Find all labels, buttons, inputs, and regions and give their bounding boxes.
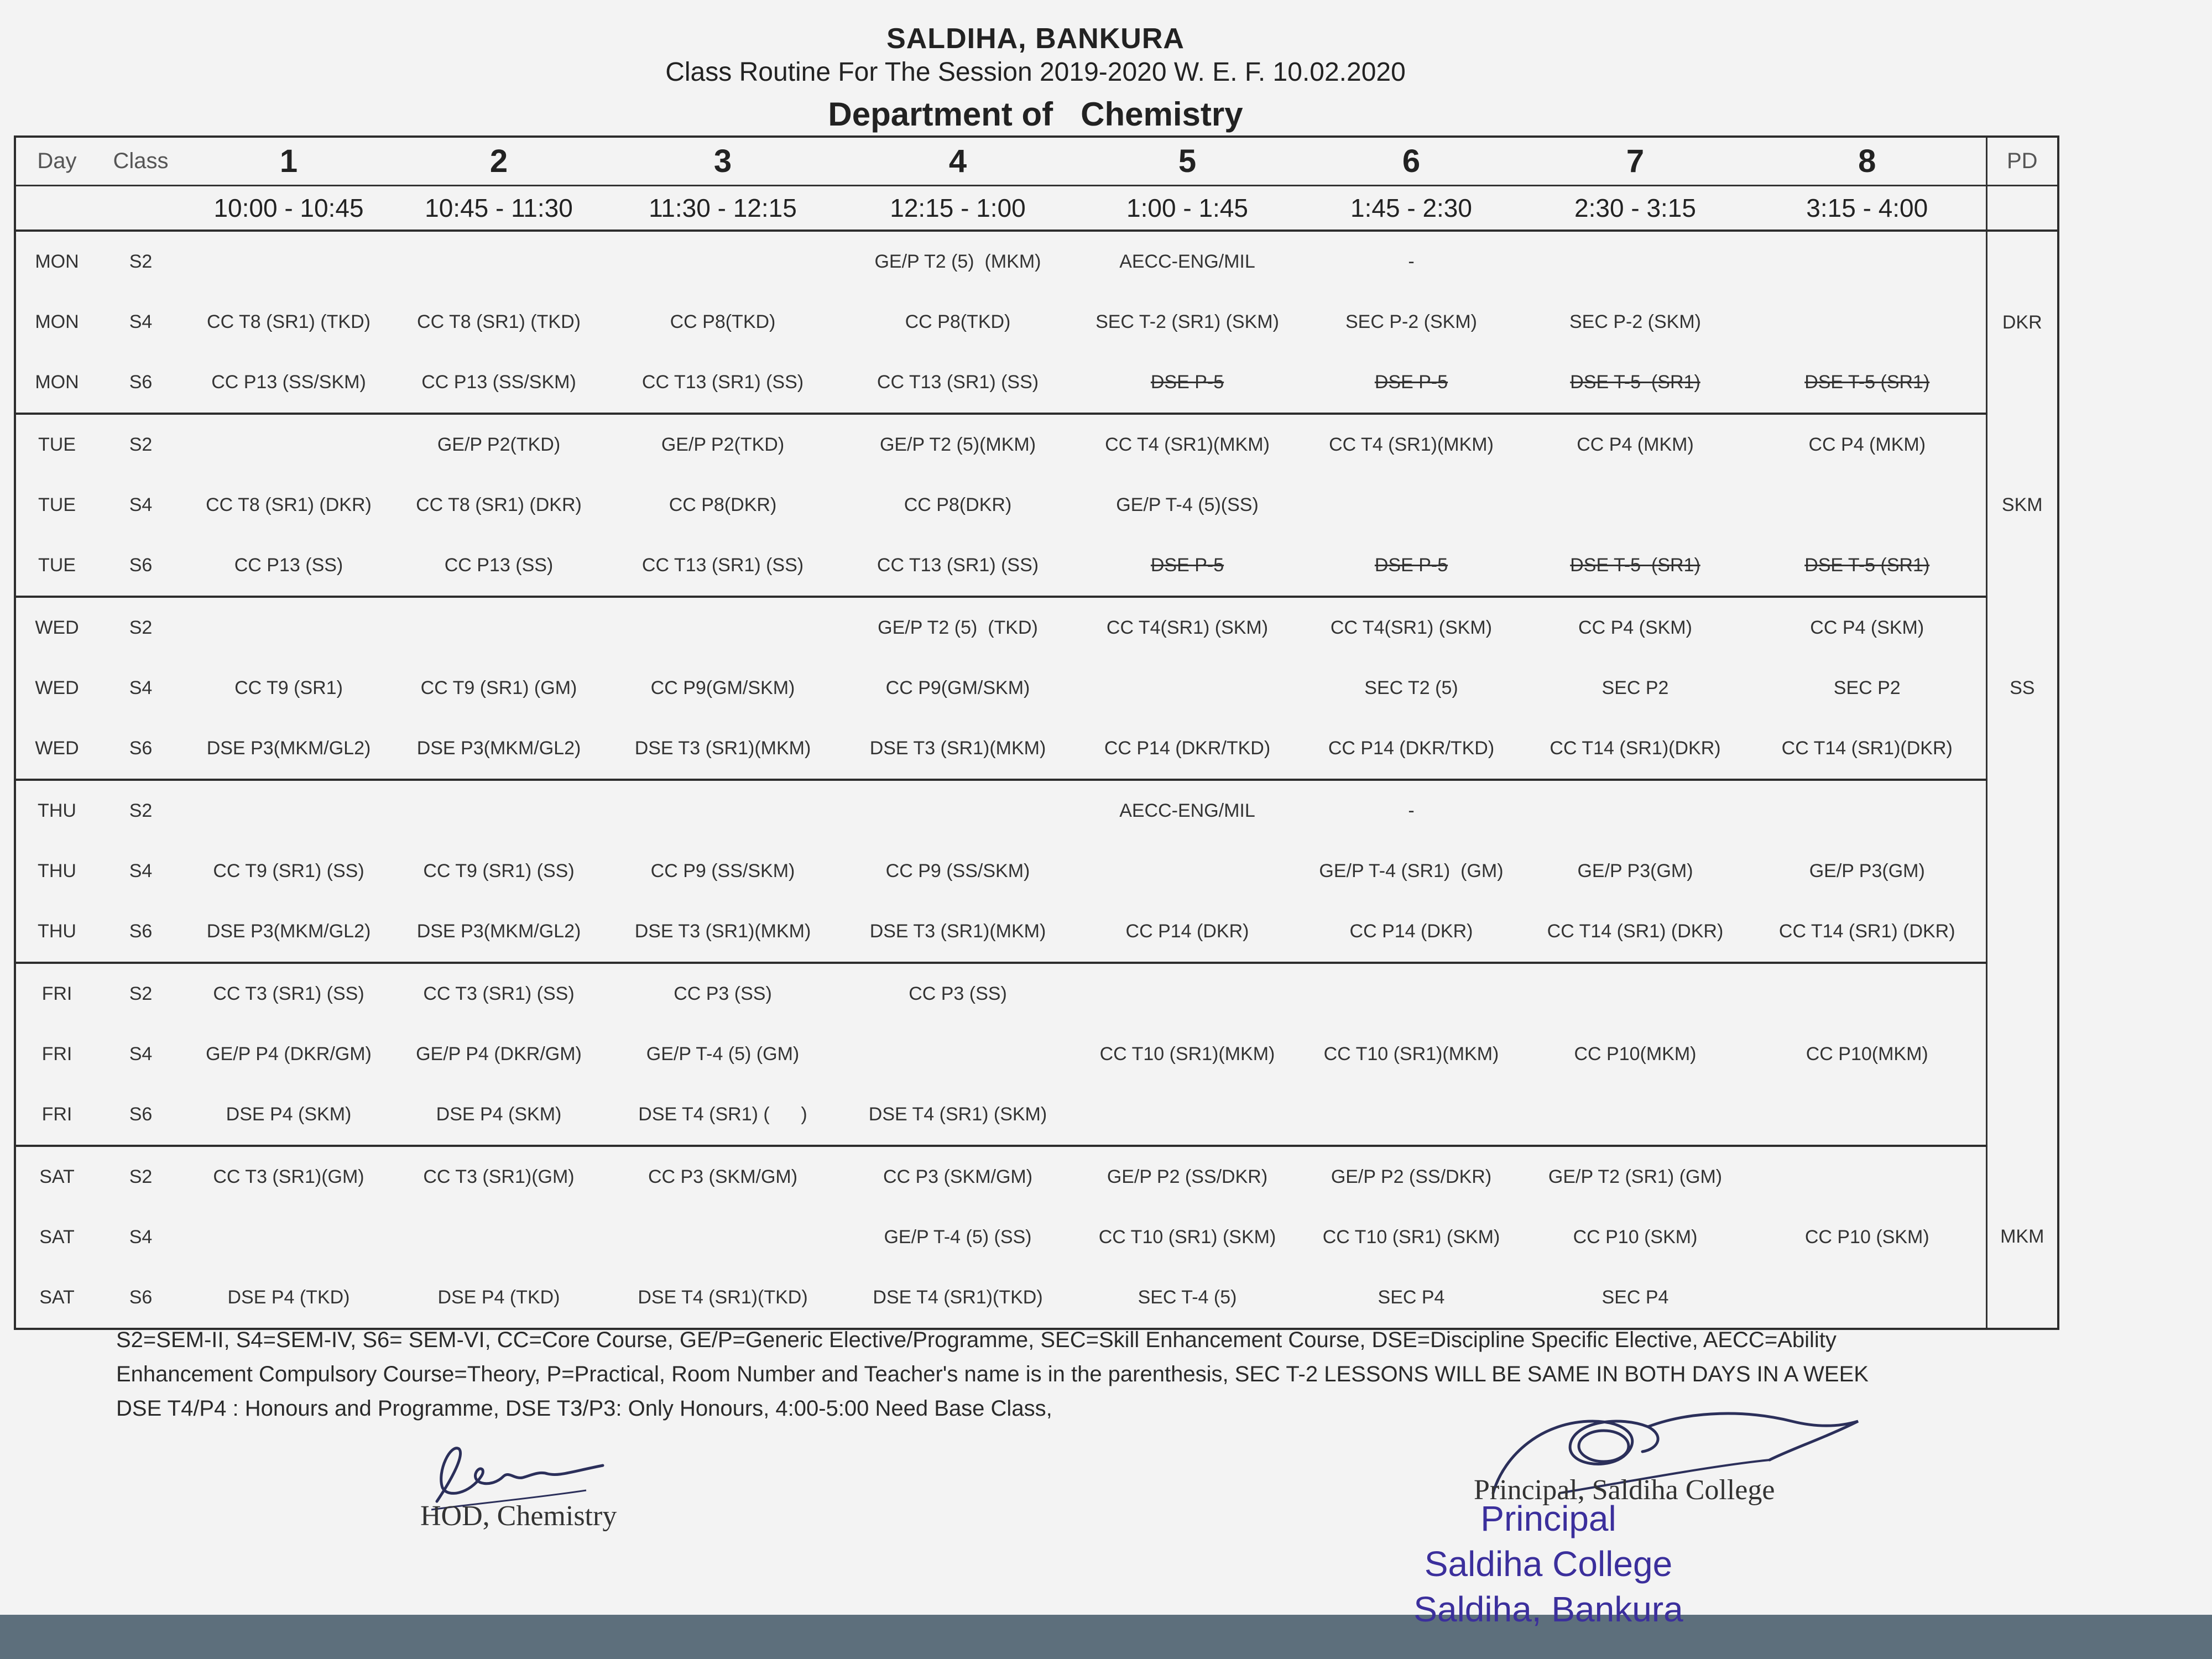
period-cell: CC T9 (SR1)	[234, 677, 343, 698]
schedule-row	[15, 292, 2058, 352]
day-cell: TUE	[38, 434, 76, 455]
period-cell	[1074, 658, 1301, 718]
college-stamp	[1399, 1496, 1698, 1632]
day-cell: WED	[15, 718, 98, 780]
period-cell: DSE T-5 (SR1)	[1749, 535, 1986, 597]
period-cell: SEC P4	[1301, 1267, 1522, 1329]
period-cell: DSE T4 (SR1) (SKM)	[842, 1084, 1074, 1146]
period-cell: DSE P3(MKM/GL2)	[394, 901, 604, 963]
period-cell: CC P4 (SKM)	[1578, 617, 1692, 638]
period-cell: GE/P T-4 (5)(SS)	[1116, 494, 1259, 515]
period-number: 5	[1074, 137, 1301, 186]
period-cell: CC T10 (SR1)(MKM)	[1323, 1044, 1499, 1065]
period-cell: GE/P T-4 (5) (GM)	[646, 1044, 800, 1065]
stamp-line: Saldiha, Bankura	[1413, 1589, 1683, 1629]
period-cell: CC T14 (SR1) (DKR)	[1522, 901, 1749, 963]
period-cell: CC P10 (SKM)	[1804, 1227, 1929, 1248]
hod-label: HOD, Chemistry	[420, 1500, 617, 1532]
schedule-row	[15, 1084, 2058, 1146]
day-cell: MON	[35, 251, 79, 272]
period-cell	[1522, 963, 1749, 1024]
class-cell: S6	[98, 718, 184, 780]
class-cell: S6	[98, 901, 184, 963]
period-cell: CC T13 (SR1) (SS)	[842, 535, 1074, 597]
class-cell: S2	[129, 800, 153, 821]
period-cell: GE/P P2 (SS/DKR)	[1331, 1166, 1492, 1187]
schedule-row	[15, 1267, 2058, 1329]
schedule-row	[15, 597, 2058, 658]
class-cell: S6	[98, 1084, 184, 1146]
period-cell: SEC P-2 (SKM)	[1345, 311, 1478, 332]
pd-cell	[1986, 963, 2058, 1146]
period-cell: GE/P P3(GM)	[1809, 860, 1925, 881]
period-time: 10:45 - 11:30	[394, 186, 604, 231]
schedule-row	[15, 718, 2058, 780]
period-cell: DSE P4 (TKD)	[394, 1267, 604, 1329]
period-cell: CC T8 (SR1) (TKD)	[207, 311, 371, 332]
period-cell: DSE P4 (SKM)	[394, 1084, 604, 1146]
period-cell	[184, 780, 394, 841]
class-cell: S6	[98, 1267, 184, 1329]
class-cell: S4	[129, 860, 153, 881]
period-cell: GE/P T2 (5)(MKM)	[879, 434, 1036, 455]
period-time: 12:15 - 1:00	[842, 186, 1074, 231]
class-cell: S6	[98, 352, 184, 414]
period-cell: CC P9(GM/SKM)	[885, 677, 1030, 698]
schedule-row	[15, 780, 2058, 841]
period-number-row	[15, 137, 2058, 186]
period-cell: CC P3 (SS)	[909, 983, 1007, 1004]
period-cell: CC T4(SR1) (SKM)	[1106, 617, 1269, 638]
class-cell: S2	[129, 1166, 153, 1187]
period-cell	[184, 1207, 394, 1267]
period-cell: CC T13 (SR1) (SS)	[604, 352, 842, 414]
period-number: 2	[394, 137, 604, 186]
period-cell: CC T8 (SR1) (DKR)	[206, 494, 372, 515]
class-cell: S4	[129, 677, 153, 698]
period-cell	[1522, 780, 1749, 841]
period-cell: CC T4(SR1) (SKM)	[1330, 617, 1493, 638]
period-cell: CC P3 (SS)	[674, 983, 772, 1004]
period-cell	[184, 597, 394, 658]
period-cell	[842, 1024, 1074, 1084]
period-cell	[1074, 1084, 1301, 1146]
day-cell: MON	[15, 352, 98, 414]
schedule-row	[15, 841, 2058, 901]
period-cell: CC P14 (DKR)	[1074, 901, 1301, 963]
period-cell	[604, 780, 842, 841]
period-cell: GE/P P2(TKD)	[661, 434, 785, 455]
period-cell: CC T3 (SR1)(GM)	[213, 1166, 364, 1187]
period-cell: CC P8(DKR)	[904, 494, 1012, 515]
period-time: 11:30 - 12:15	[604, 186, 842, 231]
period-number: 6	[1301, 137, 1522, 186]
period-cell: GE/P P2(TKD)	[437, 434, 561, 455]
period-cell	[1749, 1084, 1986, 1146]
period-cell	[1074, 841, 1301, 901]
class-cell: S4	[129, 311, 153, 332]
period-time: 10:00 - 10:45	[184, 186, 394, 231]
period-cell: CC P9 (SS/SKM)	[650, 860, 795, 881]
period-cell: CC P14 (DKR)	[1301, 901, 1522, 963]
period-cell: CC P14 (DKR/TKD)	[1074, 718, 1301, 780]
period-cell: SEC P2	[1601, 677, 1669, 698]
day-cell: SAT	[39, 1227, 75, 1248]
period-cell: CC P4 (MKM)	[1577, 434, 1694, 455]
day-cell: WED	[35, 677, 79, 698]
period-cell: DSE T3 (SR1)(MKM)	[842, 901, 1074, 963]
period-cell	[394, 1207, 604, 1267]
institution-title: SALDIHA, BANKURA	[886, 23, 1185, 55]
day-cell: THU	[38, 800, 76, 821]
period-cell: CC P8(TKD)	[670, 311, 776, 332]
period-cell: DSE T4 (SR1) ( )	[604, 1084, 842, 1146]
period-cell	[1074, 963, 1301, 1024]
period-cell	[604, 231, 842, 292]
pd-cell: DKR	[1986, 231, 2058, 414]
period-cell: GE/P P4 (DKR/GM)	[206, 1044, 372, 1065]
day-cell: TUE	[15, 535, 98, 597]
principal-label: Principal, Saldiha College	[1474, 1474, 1775, 1506]
routine-body	[15, 231, 2058, 1329]
period-cell: GE/P P2 (SS/DKR)	[1107, 1166, 1268, 1187]
period-cell: DSE P4 (SKM)	[184, 1084, 394, 1146]
period-cell: SEC T-2 (SR1) (SKM)	[1095, 311, 1279, 332]
period-cell: -	[1408, 251, 1415, 272]
schedule-row	[15, 352, 2058, 414]
period-number: 1	[184, 137, 394, 186]
period-cell: GE/P T-4 (SR1) (GM)	[1319, 860, 1504, 881]
period-cell: DSE T3 (SR1)(MKM)	[604, 901, 842, 963]
period-cell: DSE P-5	[1301, 352, 1522, 414]
period-cell: DSE T-5 (SR1)	[1522, 352, 1749, 414]
period-cell	[1301, 1084, 1522, 1146]
legend-line: DSE T4/P4 : Honours and Programme, DSE T3/P3: Only Honours, 4:00-5:00 Need Base Class,	[116, 1396, 1052, 1421]
day-cell: THU	[38, 860, 76, 881]
day-cell: WED	[35, 617, 79, 638]
period-cell: DSE T3 (SR1)(MKM)	[604, 718, 842, 780]
class-cell: S2	[129, 434, 153, 455]
period-cell	[1749, 292, 1986, 352]
period-cell: GE/P T2 (SR1) (GM)	[1548, 1166, 1723, 1187]
period-cell: GE/P T-4 (5) (SS)	[884, 1227, 1032, 1248]
stamp-line: Saldiha College	[1424, 1544, 1673, 1584]
period-cell: GE/P P3(GM)	[1577, 860, 1693, 881]
period-cell	[1749, 1267, 1986, 1329]
day-cell: FRI	[41, 1044, 72, 1065]
period-cell: CC T3 (SR1)(GM)	[423, 1166, 575, 1187]
period-cell: SEC P4	[1522, 1267, 1749, 1329]
period-number: 3	[604, 137, 842, 186]
schedule-row	[15, 475, 2058, 535]
class-cell: S2	[129, 251, 153, 272]
period-cell	[842, 780, 1074, 841]
schedule-row	[15, 1024, 2058, 1084]
schedule-row	[15, 1207, 2058, 1267]
class-cell: S4	[129, 1044, 153, 1065]
class-column-header: Class	[98, 137, 184, 186]
period-cell: DSE P-5	[1301, 535, 1522, 597]
period-cell: GE/P T2 (5) (TKD)	[878, 617, 1038, 638]
period-cell: CC P3 (SKM/GM)	[648, 1166, 798, 1187]
period-cell: CC P4 (SKM)	[1810, 617, 1924, 638]
period-cell: CC T9 (SR1) (GM)	[420, 677, 577, 698]
period-time-row	[15, 186, 2058, 231]
period-cell: CC T8 (SR1) (TKD)	[417, 311, 581, 332]
period-cell: CC P14 (DKR/TKD)	[1301, 718, 1522, 780]
day-cell: SAT	[39, 1166, 75, 1187]
period-time: 1:00 - 1:45	[1074, 186, 1301, 231]
period-cell: CC T14 (SR1) (DKR)	[1749, 901, 1986, 963]
class-cell: S6	[98, 535, 184, 597]
period-cell	[604, 1207, 842, 1267]
period-cell	[1749, 475, 1986, 535]
period-cell: DSE P3(MKM/GL2)	[184, 901, 394, 963]
period-cell: CC T3 (SR1) (SS)	[213, 983, 364, 1004]
period-number: 7	[1522, 137, 1749, 186]
period-cell: CC T9 (SR1) (SS)	[213, 860, 364, 881]
period-cell	[1301, 475, 1522, 535]
period-cell	[1522, 1084, 1749, 1146]
period-cell: CC P10 (SKM)	[1573, 1227, 1698, 1248]
period-cell: CC P8(TKD)	[905, 311, 1011, 332]
period-cell	[184, 231, 394, 292]
period-cell	[604, 597, 842, 658]
day-cell: MON	[35, 311, 79, 332]
pd-column-header: PD	[1986, 137, 2058, 186]
period-cell: SEC P2	[1833, 677, 1901, 698]
period-cell: GE/P P4 (DKR/GM)	[416, 1044, 582, 1065]
pd-time-spacer	[1986, 186, 2058, 231]
class-cell: S4	[129, 1227, 153, 1248]
period-cell: DSE P3(MKM/GL2)	[184, 718, 394, 780]
period-cell: DSE T4 (SR1)(TKD)	[842, 1267, 1074, 1329]
period-cell: CC P8(DKR)	[669, 494, 777, 515]
period-cell: DSE P4 (TKD)	[184, 1267, 394, 1329]
day-cell: FRI	[15, 1084, 98, 1146]
day-cell: FRI	[41, 983, 72, 1004]
period-cell: DSE P-5	[1074, 535, 1301, 597]
schedule-row	[15, 231, 2058, 292]
period-cell: DSE T-5 (SR1)	[1749, 352, 1986, 414]
period-cell: CC P13 (SS/SKM)	[394, 352, 604, 414]
period-cell: CC P3 (SKM/GM)	[883, 1166, 1033, 1187]
day-cell: TUE	[38, 494, 76, 515]
period-cell: DSE T4 (SR1)(TKD)	[604, 1267, 842, 1329]
period-cell: CC P13 (SS)	[184, 535, 394, 597]
period-cell	[1301, 963, 1522, 1024]
day-column-header: Day	[15, 137, 98, 186]
period-cell	[394, 597, 604, 658]
period-cell: DSE T-5 (SR1)	[1522, 535, 1749, 597]
period-cell: CC P4 (MKM)	[1808, 434, 1926, 455]
period-cell: DSE T3 (SR1)(MKM)	[842, 718, 1074, 780]
class-cell: S2	[129, 617, 153, 638]
period-cell	[394, 780, 604, 841]
period-cell: CC P9(GM/SKM)	[650, 677, 795, 698]
class-time-spacer	[98, 186, 184, 231]
class-cell: S4	[129, 494, 153, 515]
period-cell: DSE P-5	[1074, 352, 1301, 414]
period-time: 1:45 - 2:30	[1301, 186, 1522, 231]
period-cell: CC T14 (SR1)(DKR)	[1749, 718, 1986, 780]
period-cell	[1749, 780, 1986, 841]
day-time-spacer	[15, 186, 98, 231]
period-cell: CC P9 (SS/SKM)	[885, 860, 1030, 881]
period-cell	[184, 414, 394, 475]
routine-table	[14, 135, 2059, 1330]
legend-line: Enhancement Compulsory Course=Theory, P=Practical, Room Number and Teacher's name is in the parenthesis, SEC T-2 LESSONS WILL BE SAME IN BOTH DAYS IN A WEEK	[116, 1362, 1869, 1386]
class-cell: S2	[129, 983, 153, 1004]
period-cell: CC P13 (SS)	[394, 535, 604, 597]
legend-line: S2=SEM-II, S4=SEM-IV, S6= SEM-VI, CC=Core Course, GE/P=Generic Elective/Programme, SEC=Skill Enhancement Course, DSE=Discipline Specific Elective, AECC=Ability	[116, 1328, 1837, 1352]
period-cell: CC P10(MKM)	[1806, 1044, 1928, 1065]
period-cell: DSE P3(MKM/GL2)	[394, 718, 604, 780]
schedule-row	[15, 535, 2058, 597]
stamp-line: Principal	[1480, 1499, 1616, 1538]
period-cell: CC T10 (SR1) (SKM)	[1098, 1227, 1276, 1248]
period-cell	[1749, 1146, 1986, 1207]
period-cell: GE/P T2 (5) (MKM)	[874, 251, 1041, 272]
period-cell: CC T10 (SR1)(MKM)	[1099, 1044, 1275, 1065]
period-cell	[1522, 231, 1749, 292]
period-cell: CC T13 (SR1) (SS)	[604, 535, 842, 597]
period-cell: CC T8 (SR1) (DKR)	[416, 494, 582, 515]
period-cell: CC T3 (SR1) (SS)	[423, 983, 575, 1004]
pd-cell: SS	[1986, 597, 2058, 780]
period-cell: CC T14 (SR1)(DKR)	[1522, 718, 1749, 780]
period-cell: AECC-ENG/MIL	[1119, 800, 1255, 821]
pd-cell	[1986, 780, 2058, 963]
schedule-row	[15, 658, 2058, 718]
session-subtitle: Class Routine For The Session 2019-2020 W. E. F. 10.02.2020	[665, 58, 1406, 87]
schedule-row	[15, 901, 2058, 963]
period-cell: CC T4 (SR1)(MKM)	[1105, 434, 1270, 455]
day-cell: SAT	[15, 1267, 98, 1329]
pd-cell: MKM	[1986, 1146, 2058, 1329]
schedule-row	[15, 963, 2058, 1024]
schedule-row	[15, 1146, 2058, 1207]
period-number: 4	[842, 137, 1074, 186]
period-cell: SEC T-4 (5)	[1074, 1267, 1301, 1329]
pd-cell: SKM	[1986, 414, 2058, 597]
period-cell	[1749, 963, 1986, 1024]
period-cell: CC P13 (SS/SKM)	[184, 352, 394, 414]
period-cell: -	[1408, 800, 1415, 821]
period-cell: CC T13 (SR1) (SS)	[842, 352, 1074, 414]
period-cell	[394, 231, 604, 292]
period-cell: CC T9 (SR1) (SS)	[423, 860, 575, 881]
period-cell: AECC-ENG/MIL	[1119, 251, 1255, 272]
day-cell: THU	[15, 901, 98, 963]
department-title: Department of Chemistry	[828, 96, 1243, 133]
period-time: 2:30 - 3:15	[1522, 186, 1749, 231]
period-cell: SEC P-2 (SKM)	[1569, 311, 1702, 332]
period-time: 3:15 - 4:00	[1749, 186, 1986, 231]
period-cell: SEC T2 (5)	[1364, 677, 1458, 698]
period-cell	[1522, 475, 1749, 535]
period-cell: CC T4 (SR1)(MKM)	[1329, 434, 1494, 455]
period-cell	[1749, 231, 1986, 292]
schedule-row	[15, 414, 2058, 475]
period-cell: CC P10(MKM)	[1574, 1044, 1697, 1065]
period-cell: CC T10 (SR1) (SKM)	[1322, 1227, 1500, 1248]
period-number: 8	[1749, 137, 1986, 186]
